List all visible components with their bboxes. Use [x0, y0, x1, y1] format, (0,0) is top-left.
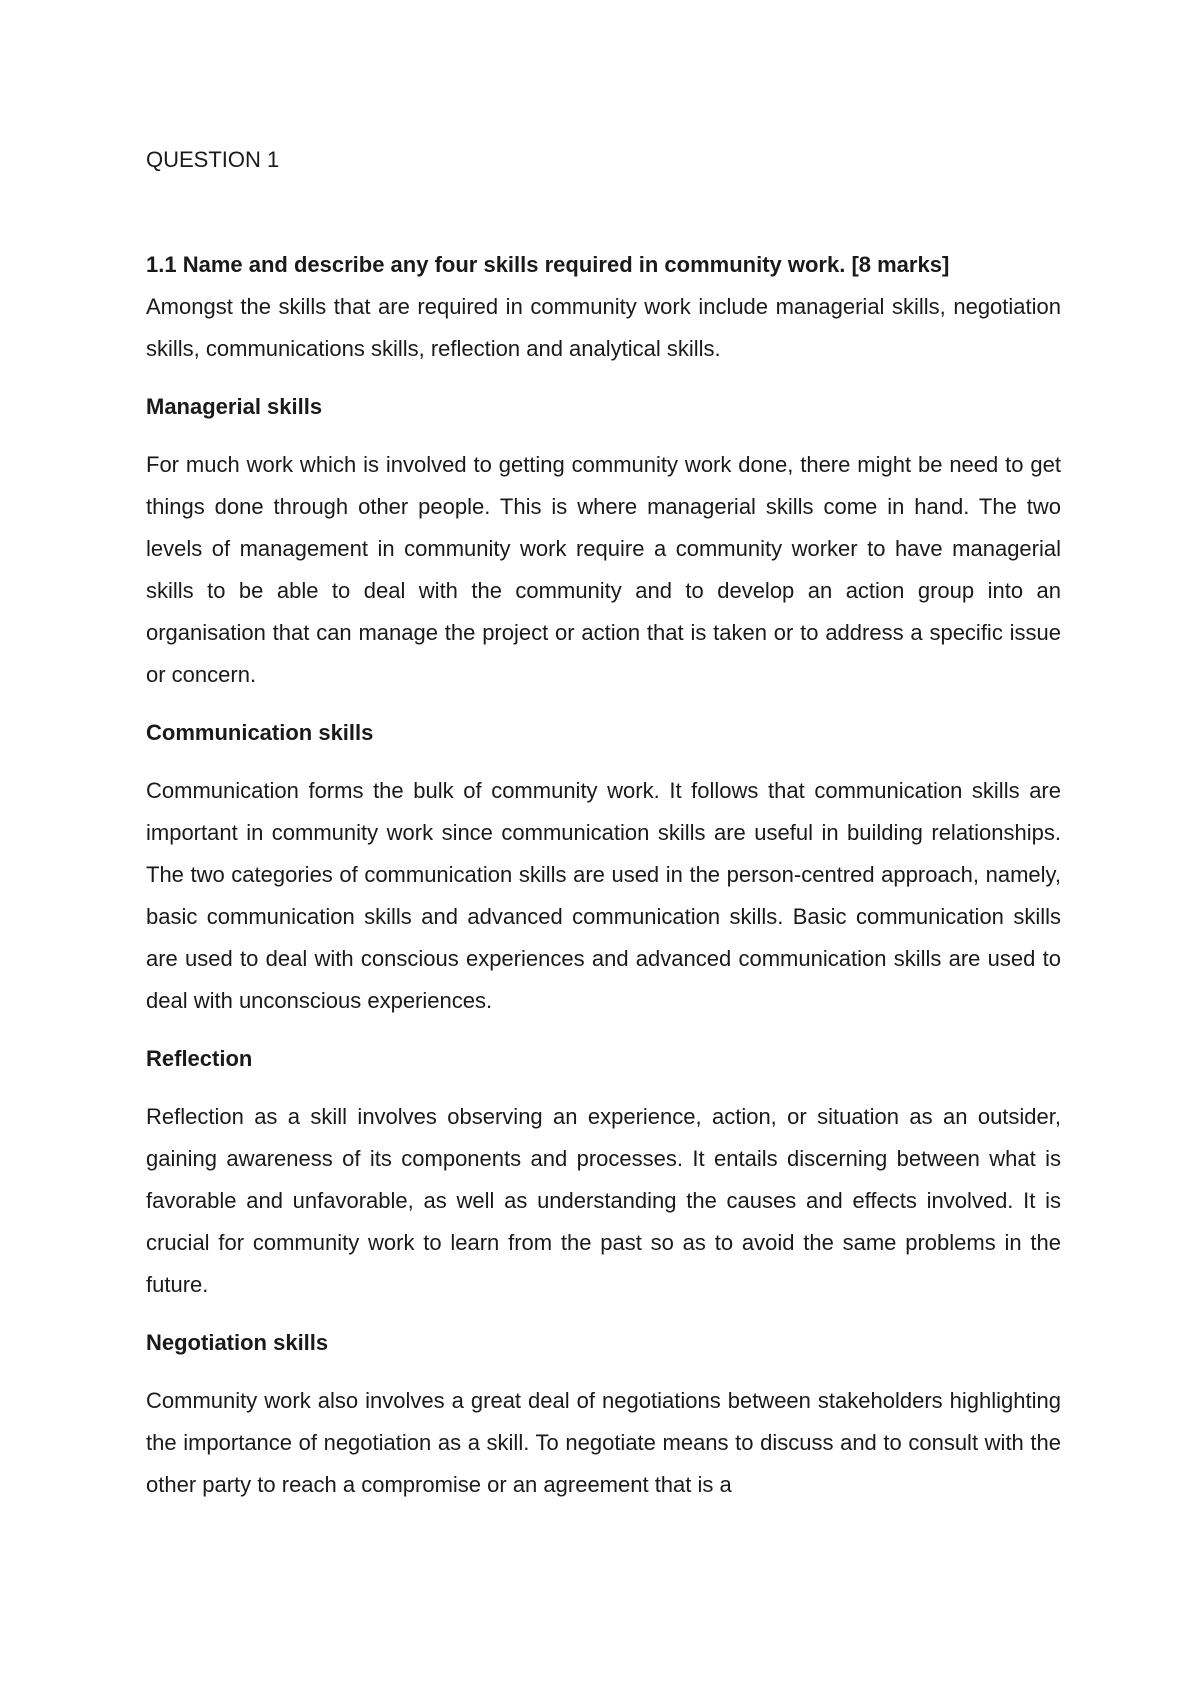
section-body-communication: Communication forms the bulk of community work. It follows that communication skills are important in community work since communication skills are useful in building relationships. The two categories of communication skills are used in the person-centred approach, namely, basic communication skills and advanced communication skills. Basic communication skills are used to deal with conscious experiences and advanced communication skills are used to deal with unconscious experiences.: [146, 778, 1061, 1013]
section-heading-managerial: Managerial skills: [146, 394, 323, 419]
section-heading-reflection: Reflection: [146, 1046, 253, 1071]
intro-paragraph: Amongst the skills that are required in community work include managerial skills, negotiation skills, communications skills, reflection and analytical skills.: [146, 294, 1061, 361]
section-body-negotiation: Community work also involves a great deal of negotiations between stakeholders highlighting the importance of negotiation as a skill. To negotiate means to discuss and to consult with the other party to reach a compromise or an agreement that is a: [146, 1388, 1061, 1497]
section-body-managerial: For much work which is involved to getting community work done, there might be need to get things done through other people. This is where managerial skills come in hand. The two levels of management in community work require a community worker to have managerial skills to be able to deal with the community and to develop an action group into an organisation that can manage the project or action that is taken or to address a specific issue or concern.: [146, 452, 1061, 687]
section-heading-negotiation: Negotiation skills: [146, 1330, 329, 1355]
section-body-reflection: Reflection as a skill involves observing an experience, action, or situation as an outsider, gaining awareness of its components and processes. It entails discerning between what is favorable and unfavorable, as well as understanding the causes and effects involved. It is crucial for community work to learn from the past so as to avoid the same problems in the future.: [146, 1104, 1061, 1297]
question-heading: 1.1 Name and describe any four skills required in community work. [8 marks]: [146, 252, 950, 277]
question-title: QUESTION 1: [146, 147, 280, 172]
document-body: [146, 244, 1061, 1522]
section-heading-communication: Communication skills: [146, 720, 374, 745]
